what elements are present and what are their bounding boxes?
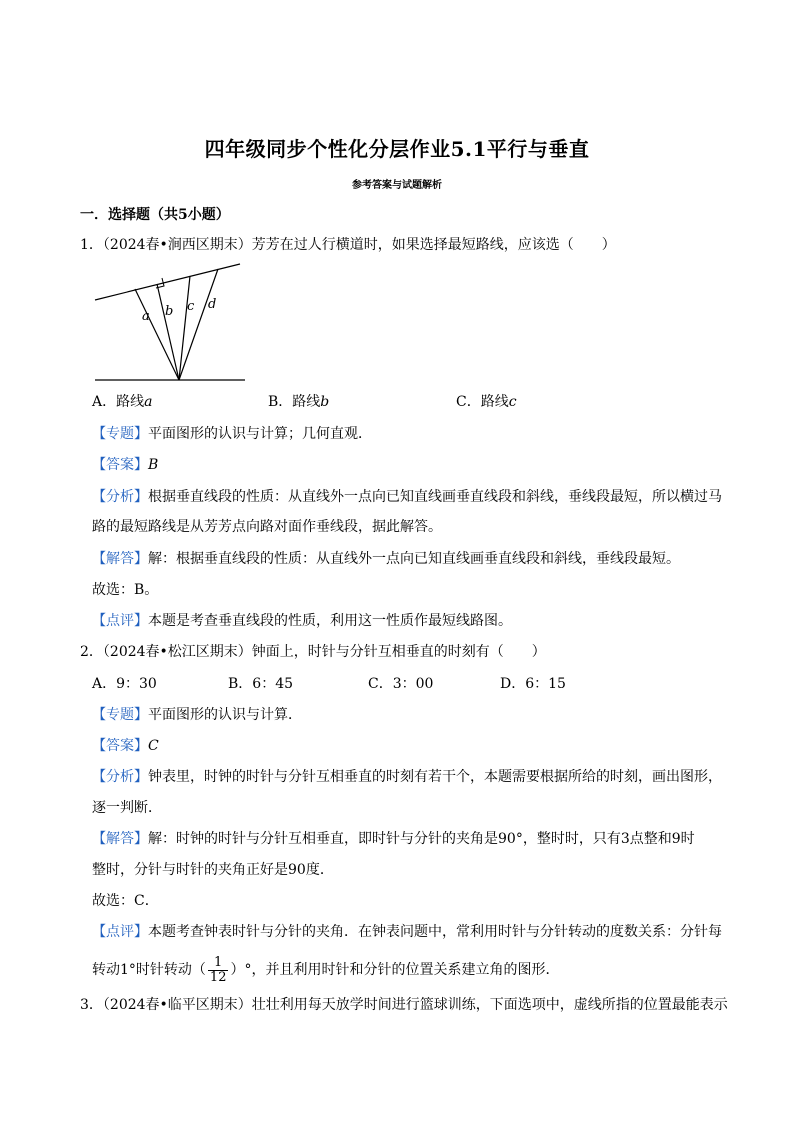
q1-comment: 【点评】本题是考查垂直线段的性质，利用这一性质作最短线路图。 [92,613,512,629]
fraction-one-twelfth: $\frac{1}{12}$ [209,954,227,985]
q2-option-c[interactable]: C．3：00 [368,676,434,692]
question-1-stem: 1．（2024春•涧西区期末）芳芳在过人行横道时，如果选择最短路线，应该选（ ） [80,237,616,253]
q1-option-a[interactable]: A．路线a [92,394,153,410]
section-heading: 一．选择题（共5小题） [80,207,230,223]
question-2-stem: 2．（2024春•松江区期末）钟面上，时针与分针互相垂直的时刻有（ ） [80,644,546,660]
question-3-stem: 3．（2024春•临平区期末）壮壮利用每天放学时间进行篮球训练，下面选项中，虚线所指的位置最能表示 [80,997,728,1013]
route-c-label: c [187,299,195,314]
route-a-line [135,289,179,380]
q1-analysis-cont: 路的最短路线是从芳芳点向路对面作垂线段，据此解答。 [92,519,442,535]
q2-option-d[interactable]: D．6：15 [500,676,566,692]
q2-solution-cont: 整时，分针与时针的夹角正好是90度． [92,862,334,878]
q2-option-b[interactable]: B．6：45 [228,676,294,692]
q1-topic: 【专题】平面图形的认识与计算；几何直观． [92,426,372,442]
q1-option-c[interactable]: C．路线c [456,394,517,410]
q2-topic: 【专题】平面图形的认识与计算． [92,707,302,723]
route-d-label: d [208,297,217,312]
page-subtitle: 参考答案与试题解析 [352,180,442,191]
q2-analysis-cont: 逐一判断． [92,800,162,816]
q2-comment-cont: 转动1°时针转动（ $\frac{1}{12}$ ）°，并且利用时针和分针的位置关系建立角的图形． [92,954,560,985]
page-title: 四年级同步个性化分层作业5.1平行与垂直 [204,137,590,161]
q1-answer: 【答案】B [92,457,159,473]
q1-analysis: 【分析】根据垂直线段的性质：从直线外一点向已知直线画垂直线段和斜线，垂线段最短，所以横过马 [92,489,722,505]
crosswalk-figure [90,258,260,388]
route-b-label: b [165,304,174,319]
q1-choose: 故选：B。 [92,582,159,598]
route-a-label: a [142,309,150,324]
q1-option-b[interactable]: B．路线b [268,394,330,410]
q2-choose: 故选：C． [92,893,159,909]
route-b-line [157,284,179,380]
q2-option-a[interactable]: A．9：30 [92,676,157,692]
q2-comment: 【点评】本题考查钟表时针与分针的夹角．在钟表问题中，常利用时针与分针转动的度数关系：分针每 [92,924,722,940]
q2-analysis: 【分析】钟表里，时钟的时针与分针互相垂直的时刻有若干个，本题需要根据所给的时刻，画出图形， [92,769,722,785]
q2-solution: 【解答】解：时钟的时针与分针互相垂直，即时针与分针的夹角是90°，整时时，只有3点整和9时 [92,831,695,847]
q1-solution: 【解答】解：根据垂直线段的性质：从直线外一点向已知直线画垂直线段和斜线，垂线段最短。 [92,551,680,567]
q2-answer: 【答案】C [92,738,159,754]
